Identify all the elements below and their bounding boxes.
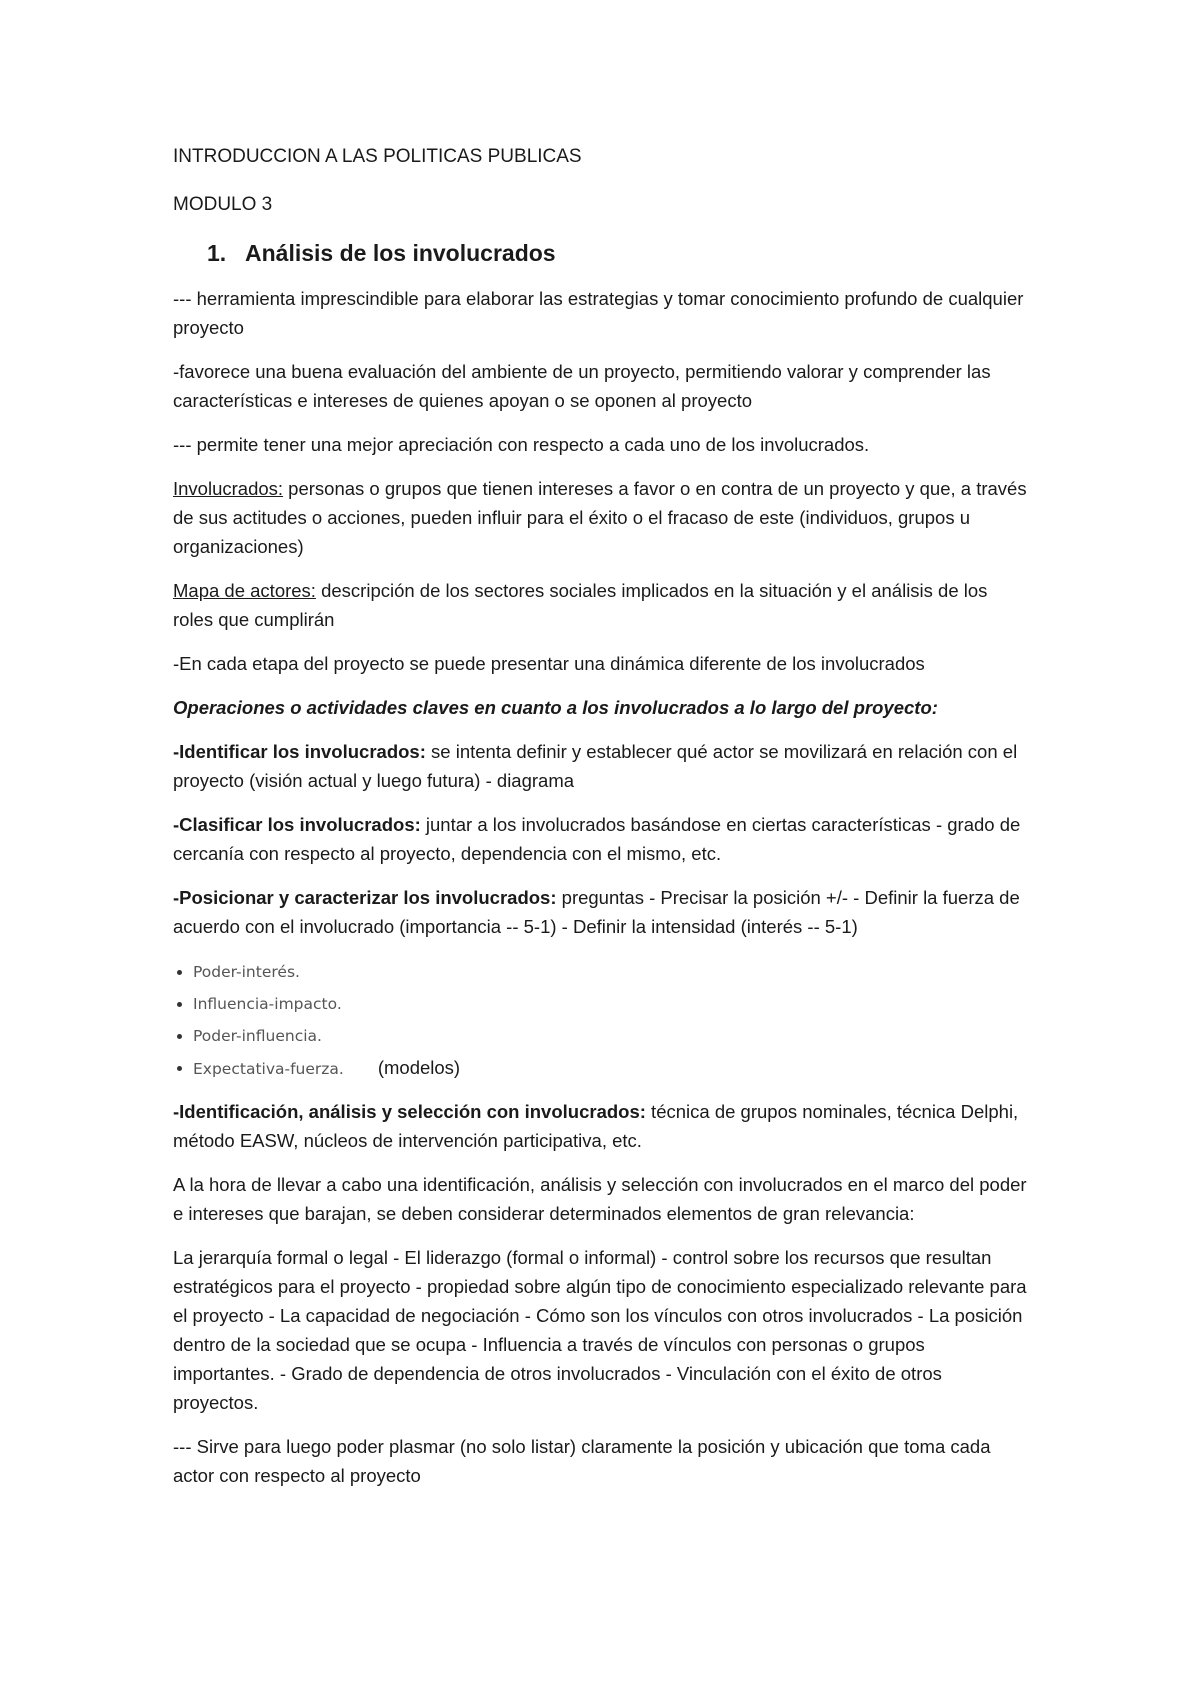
paragraph-apreciacion: --- permite tener una mejor apreciación con respecto a cada uno de los involucrados. [173, 434, 870, 455]
operation-identificacion [173, 1097, 1030, 1155]
document-title: INTRODUCCION A LAS POLITICAS PUBLICAS [173, 146, 582, 167]
list-item [175, 1052, 1030, 1085]
operation-identificacion-text: técnica de grupos nominales, técnica Delphi, método EASW, núcleos de intervención participativa, etc. [173, 1101, 1019, 1151]
paragraph-herramienta: --- herramienta imprescindible para elaborar las estrategias y tomar conocimiento profundo de cualquier proyecto [173, 288, 1024, 338]
operation-identificar-term: -Identificar los involucrados: [173, 741, 426, 762]
module-label: MODULO 3 [173, 194, 273, 215]
paragraph-etapa: -En cada etapa del proyecto se puede presentar una dinámica diferente de los involucrados [173, 653, 925, 674]
operation-clasificar-text: juntar a los involucrados basándose en ciertas características - grado de cercanía con respecto al proyecto, dependencia con el mismo, etc. [173, 814, 1021, 864]
operation-identificar-text: se intenta definir y establecer qué actor se movilizará en relación con el proyecto (visión actual y luego futura) - diagrama [173, 741, 1018, 791]
list-item-text: Expectativa-fuerza. [193, 1060, 344, 1078]
models-list [173, 956, 1030, 1085]
definition-involucrados-text: personas o grupos que tienen intereses a favor o en contra de un proyecto y que, a través de sus actitudes o acciones, pueden influir para el éxito o el fracaso de este (individuos, grupos u organizaciones) [173, 478, 1027, 557]
operation-identificar [173, 737, 1030, 795]
paragraph-elementos: La jerarquía formal o legal - El liderazgo (formal o informal) - control sobre los recursos que resultan estratégicos para el proyecto - propiedad sobre algún tipo de conocimiento especializado relevante para el proyecto - La capacidad de negociación - Cómo son los vínculos con otros involucrados - La posición dentro de la sociedad que se ocupa - Influencia a través de vínculos con personas o grupos importantes. - Grado de dependencia de otros involucrados - Vinculación con el éxito de otros proyectos. [173, 1247, 1027, 1413]
section-number: 1. [207, 240, 227, 266]
operation-posicionar-term: -Posicionar y caracterizar los involucrados: [173, 887, 557, 908]
term-involucrados: Involucrados: [173, 478, 284, 499]
operation-identificacion-term: -Identificación, análisis y selección con involucrados: [173, 1101, 646, 1122]
models-note: (modelos) [377, 1057, 461, 1078]
list-item: Poder-influencia. [175, 1020, 1030, 1052]
operation-posicionar [173, 883, 1030, 941]
definition-mapa-actores [173, 576, 1030, 634]
paragraph-a-la-hora: A la hora de llevar a cabo una identificación, análisis y selección con involucrados en el marco del poder e intereses que barajan, se deben considerar determinados elementos de gran relevancia: [173, 1174, 1027, 1224]
section-title: Análisis de los involucrados [245, 240, 556, 266]
operation-clasificar [173, 810, 1030, 868]
operaciones-heading: Operaciones o actividades claves en cuanto a los involucrados a lo largo del proyecto: [173, 697, 938, 718]
section-heading [173, 236, 1030, 270]
definition-involucrados [173, 474, 1030, 561]
list-item: Influencia-impacto. [175, 988, 1030, 1020]
paragraph-favorece: -favorece una buena evaluación del ambiente de un proyecto, permitiendo valorar y comprender las características e intereses de quienes apoyan o se oponen al proyecto [173, 361, 991, 411]
term-mapa-actores: Mapa de actores: [173, 580, 316, 601]
definition-mapa-actores-text: descripción de los sectores sociales implicados en la situación y el análisis de los roles que cumplirán [173, 580, 988, 630]
operation-posicionar-text: preguntas - Precisar la posición +/- - Definir la fuerza de acuerdo con el involucrado (importancia -- 5-1) - Definir la intensidad (interés -- 5-1) [173, 887, 1020, 937]
paragraph-sirve: --- Sirve para luego poder plasmar (no solo listar) claramente la posición y ubicación que toma cada actor con respecto al proyecto [173, 1436, 991, 1486]
list-item: Poder-interés. [175, 956, 1030, 988]
operation-clasificar-term: -Clasificar los involucrados: [173, 814, 421, 835]
